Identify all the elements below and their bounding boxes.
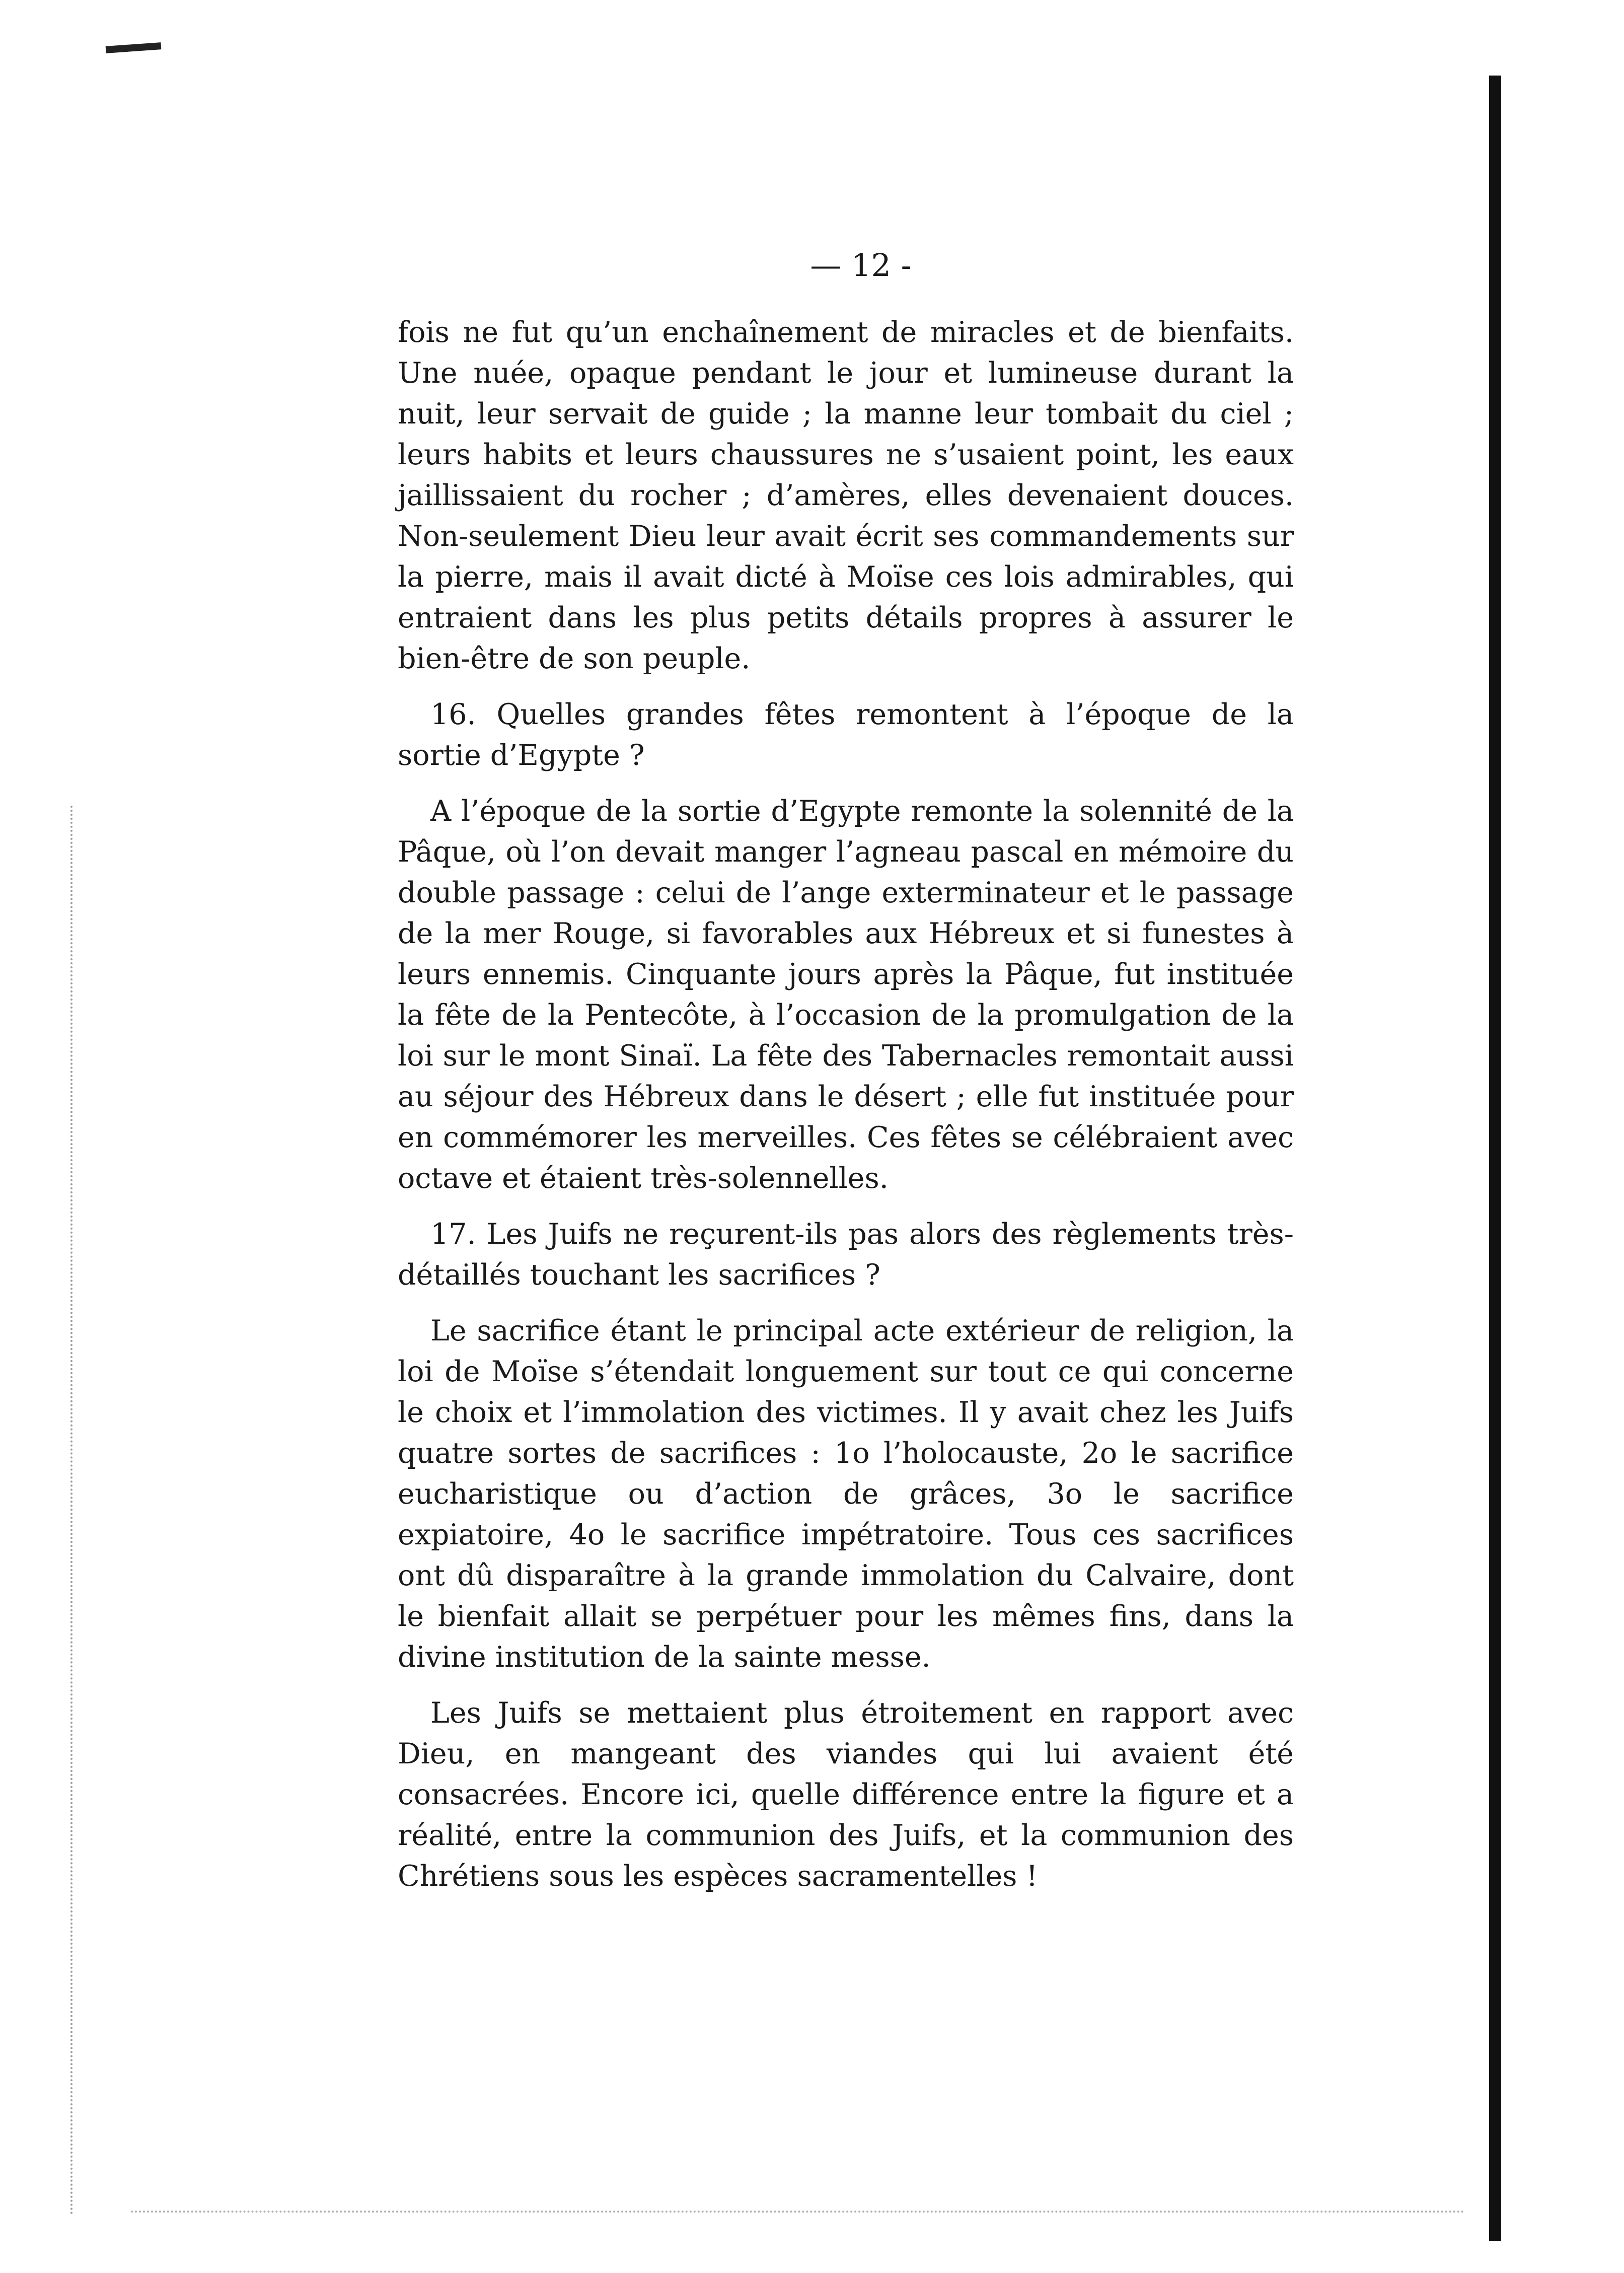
answer-16: A l’époque de la sortie d’Egypte remonte la solennité de la Pâque, où l’on devait manger l’agneau pascal en mémoire du double passage : celui de l’ange exterminateur et le passage de la mer Rouge, si favorables aux Hébreux et si funestes à leurs ennemis. Cinquante jours après la Pâque, fut instituée la fête de la Pentecôte, à l’occasion de la promulgation de la loi sur le mont Sinaï. La fête des Tabernacles remontait aussi au séjour des Hébreux dans le désert ; elle fut instituée pour en commémorer les merveilles. Ces fêtes se célébraient avec octave et étaient très-solennelles. bbox=[398, 795, 1294, 1195]
scan-noise-bottom bbox=[131, 2211, 1465, 2215]
binding-edge bbox=[1489, 76, 1501, 2241]
scan-mark bbox=[106, 42, 162, 53]
answer-17-continued: Les Juifs se mettaient plus étroitement en rapport avec Dieu, en mangeant des viandes qui lui avaient été consacrées. Encore ici, quelle différence entre la figure et a réalité, entre la communion des Juifs, et la communion des Chrétiens sous les espèces sacramentelles ! bbox=[398, 1696, 1294, 1893]
answer-17: Le sacrifice étant le principal acte extérieur de religion, la loi de Moïse s’étendait longuement sur tout ce qui concerne le choix et l’immolation des victimes. Il y avait chez les Juifs quatre sortes de sacrifices : 1o l’holocauste, 2o le sacrifice eucharistique ou d’action de grâces, 3o le sacrifice expiatoire, 4o le sacrifice impétratoire. Tous ces sacrifices ont dû disparaître à la grande immolation du Calvaire, dont le bienfait allait se perpétuer pour les mêmes fins, dans la divine institution de la sainte messe. bbox=[398, 1314, 1294, 1674]
question-17: 17. Les Juifs ne reçurent-ils pas alors des règlements très-détaillés touchant les sacrifices ? bbox=[398, 1218, 1294, 1292]
scan-noise-left bbox=[70, 806, 76, 2216]
page-number: — 12 - bbox=[810, 247, 912, 283]
question-16: 16. Quelles grandes fêtes remontent à l’époque de la sortie d’Egypte ? bbox=[398, 698, 1294, 772]
paragraph-continuation: fois ne fut qu’un enchaînement de miracles et de bienfaits. Une nuée, opaque pendant le jour et lumineuse durant la nuit, leur servait de guide ; la manne leur tombait du ciel ; leurs habits et leurs chaussures ne s’usaient point, les eaux jaillissaient du rocher ; d’amères, elles devenaient douces. Non-seulement Dieu leur avait écrit ses commandements sur la pierre, mais il avait dicté à Moïse ces lois admirables, qui entraient dans les plus petits détails propres à assurer le bien-être de son peuple. bbox=[398, 316, 1294, 675]
body-text bbox=[398, 312, 1294, 1897]
